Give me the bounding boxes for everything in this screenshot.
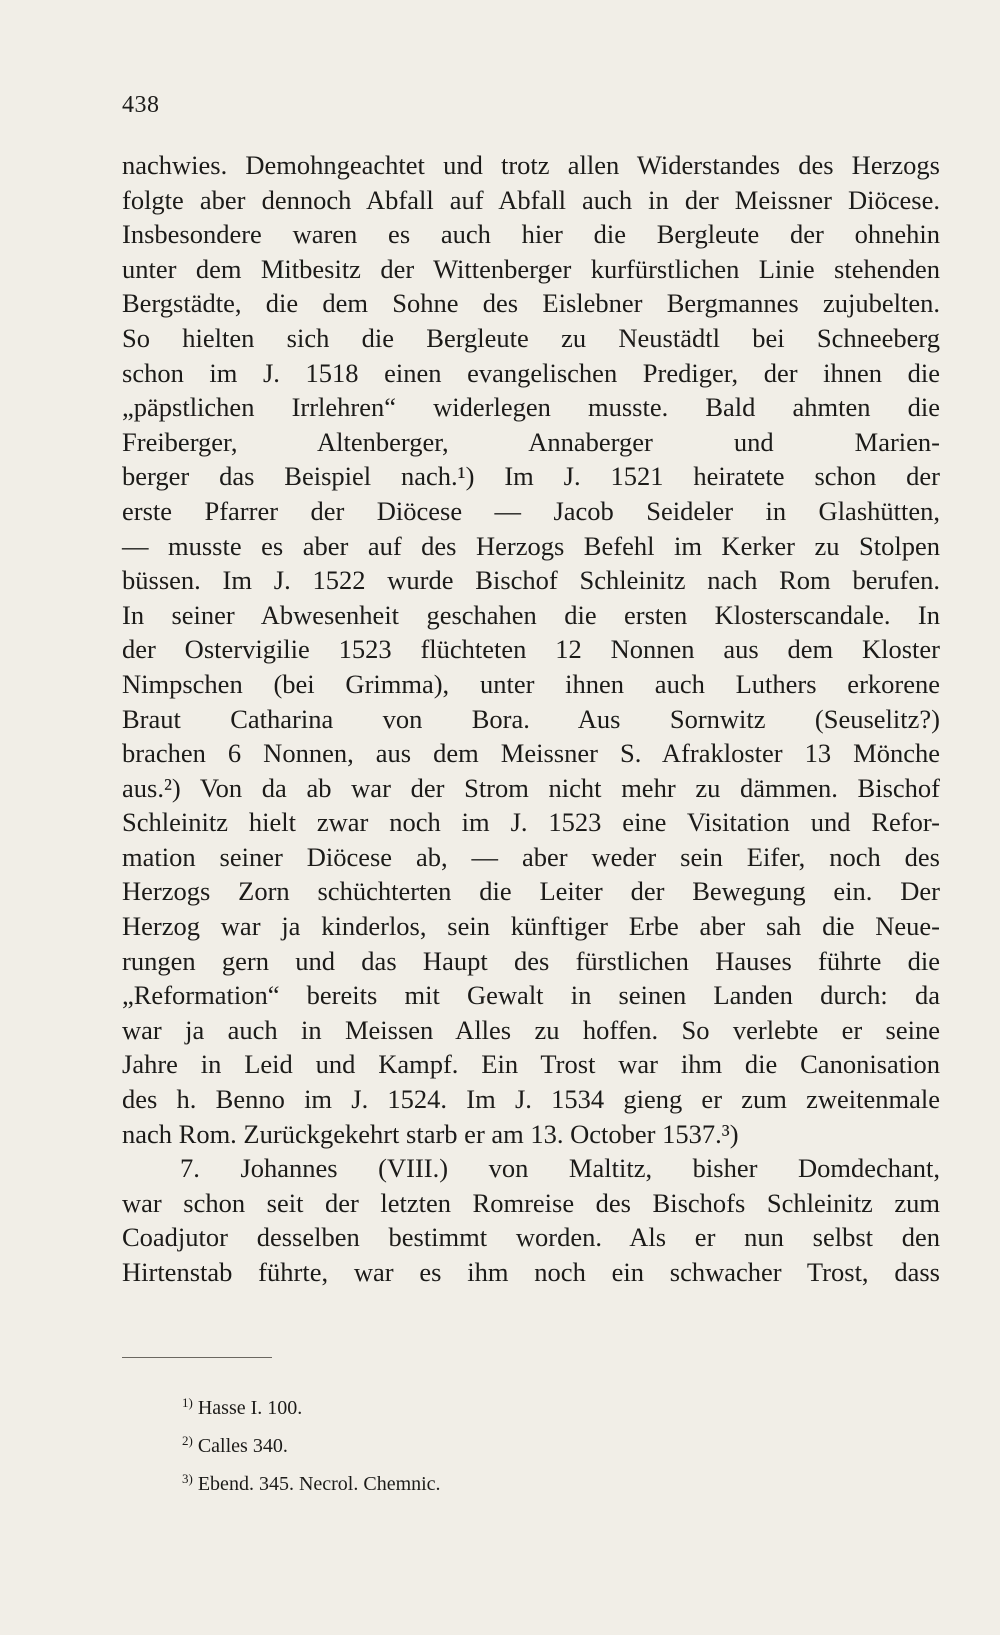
text-line: brachen 6 Nonnen, aus dem Meissner S. Afrakloster 13 Mönche <box>122 738 940 769</box>
text-line: Insbesondere waren es auch hier die Bergleute der ohnehin <box>122 219 940 250</box>
text-line: Herzog war ja kinderlos, sein künftiger Erbe aber sah die Neue- <box>122 911 940 942</box>
text-line: Schleinitz hielt zwar noch im J. 1523 eine Visitation und Refor- <box>122 807 940 838</box>
text-line: Braut Catharina von Bora. Aus Sornwitz (Seuselitz?) <box>122 703 940 734</box>
text-line: Coadjutor desselben bestimmt worden. Als er nun selbst den <box>122 1222 940 1253</box>
text-line: rungen gern und das Haupt des fürstlichen Hauses führte die <box>122 945 940 976</box>
text-line: schon im J. 1518 einen evangelischen Prediger, der ihnen die <box>122 357 940 388</box>
text-line: der Ostervigilie 1523 flüchteten 12 Nonnen aus dem Kloster <box>122 634 940 665</box>
text-line: folgte aber dennoch Abfall auf Abfall auch in der Meissner Diöcese. <box>122 184 940 215</box>
text-line: Hirtenstab führte, war es ihm noch ein schwacher Trost, dass <box>122 1257 940 1287</box>
footnote-divider <box>122 1357 272 1358</box>
footnote-text: Hasse I. 100. <box>197 1397 303 1419</box>
text-line: war ja auch in Meissen Alles zu hoffen. So verlebte er seine <box>122 1014 940 1045</box>
footnotes <box>182 1384 882 1498</box>
text-line: 7. Johannes (VIII.) von Maltitz, bisher Domdechant, <box>180 1153 940 1184</box>
footnote <box>182 1422 882 1460</box>
text-line: des h. Benno im J. 1524. Im J. 1534 gieng er zum zweitenmale <box>122 1084 940 1115</box>
footnote-text: Calles 340. <box>197 1435 288 1457</box>
text-line: war schon seit der letzten Romreise des Bischofs Schleinitz zum <box>122 1187 940 1218</box>
footnote <box>182 1460 882 1498</box>
footnote-text: Ebend. 345. Necrol. Chemnic. <box>197 1473 441 1495</box>
text-line: mation seiner Diöcese ab, — aber weder sein Eifer, noch des <box>122 841 940 872</box>
text-line: nach Rom. Zurückgekehrt starb er am 13. October 1537.³) <box>122 1118 739 1149</box>
page-number: 438 <box>122 92 160 118</box>
text-line: — musste es aber auf des Herzogs Befehl im Kerker zu Stolpen <box>122 530 940 561</box>
footnote-mark: 2) <box>182 1433 193 1448</box>
text-line: Nimpschen (bei Grimma), unter ihnen auch Luthers erkorene <box>122 668 940 699</box>
text-line: erste Pfarrer der Diöcese — Jacob Seideler in Glashütten, <box>122 495 940 526</box>
footnote-mark: 1) <box>182 1395 193 1410</box>
text-line: In seiner Abwesenheit geschahen die ersten Klosterscandale. In <box>122 599 940 630</box>
text-line: „päpstlichen Irrlehren“ widerlegen musste. Bald ahmten die <box>122 392 940 423</box>
text-line: büssen. Im J. 1522 wurde Bischof Schleinitz nach Rom berufen. <box>122 565 940 596</box>
footnote <box>182 1384 882 1422</box>
text-line: So hielten sich die Bergleute zu Neustädtl bei Schneeberg <box>122 322 940 353</box>
body-text <box>122 148 940 1290</box>
text-line: unter dem Mitbesitz der Wittenberger kurfürstlichen Linie stehenden <box>122 253 940 284</box>
footnote-mark: 3) <box>182 1471 193 1486</box>
text-line: berger das Beispiel nach.¹) Im J. 1521 heiratete schon der <box>122 461 940 492</box>
text-line: aus.²) Von da ab war der Strom nicht mehr zu dämmen. Bischof <box>122 772 940 803</box>
text-line: „Reformation“ bereits mit Gewalt in seinen Landen durch: da <box>122 980 940 1011</box>
text-line: Freiberger, Altenberger, Annaberger und Marien- <box>122 426 940 457</box>
text-line: Herzogs Zorn schüchterten die Leiter der Bewegung ein. Der <box>122 876 940 907</box>
text-line: Bergstädte, die dem Sohne des Eislebner Bergmannes zujubelten. <box>122 288 940 319</box>
text-line: nachwies. Demohngeachtet und trotz allen Widerstandes des Herzogs <box>122 150 940 180</box>
text-line: Jahre in Leid und Kampf. Ein Trost war ihm die Canonisation <box>122 1049 940 1080</box>
